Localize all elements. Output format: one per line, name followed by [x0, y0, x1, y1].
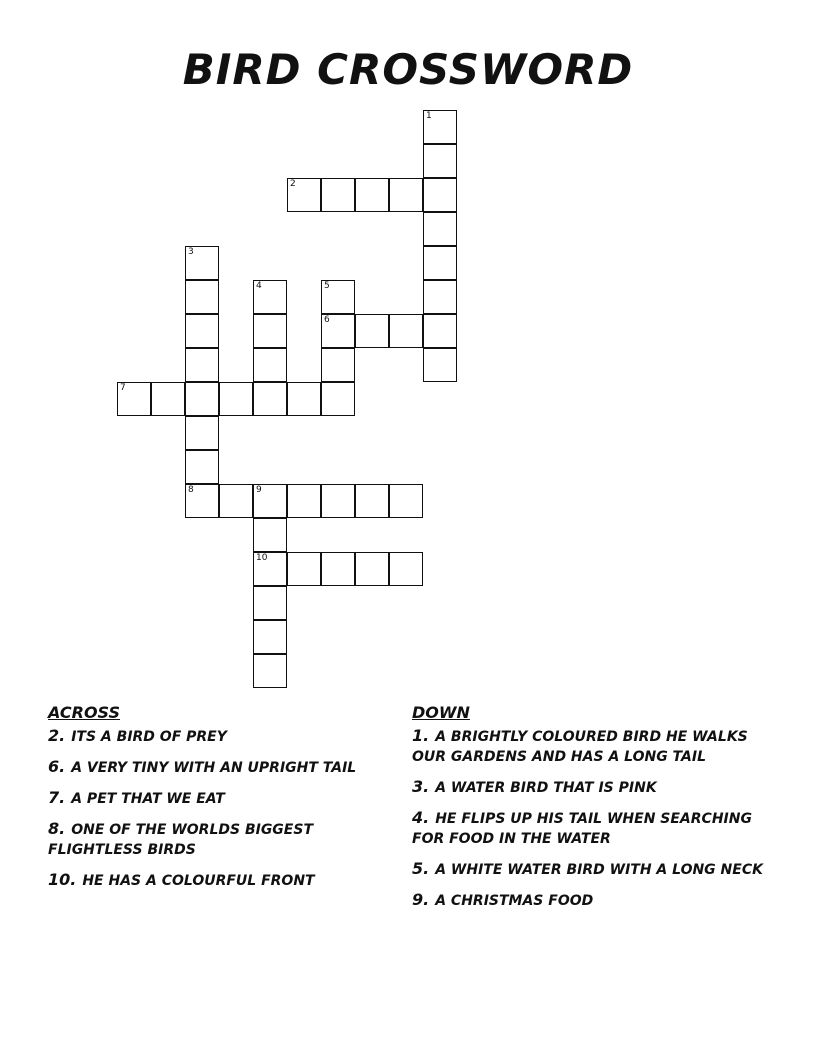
crossword-cell[interactable]	[185, 314, 219, 348]
clue-number: 9.	[412, 890, 430, 909]
crossword-cell[interactable]	[185, 450, 219, 484]
crossword-cell[interactable]	[355, 484, 389, 518]
clue-text: A CHRISTMAS FOOD	[435, 893, 594, 909]
crossword-cell[interactable]	[321, 280, 355, 314]
cell-number: 8	[188, 485, 194, 495]
crossword-cell[interactable]	[287, 552, 321, 586]
clue-number: 5.	[412, 859, 430, 878]
clue-text: HE HAS A COLOURFUL FRONT	[82, 873, 315, 889]
crossword-cell[interactable]	[389, 484, 423, 518]
clue-across-6	[48, 757, 358, 778]
crossword-cell[interactable]	[253, 518, 287, 552]
crossword-cell[interactable]	[185, 416, 219, 450]
crossword-cell[interactable]	[423, 178, 457, 212]
crossword-cell[interactable]	[253, 280, 287, 314]
clue-down-9	[412, 890, 772, 911]
crossword-cell[interactable]	[423, 280, 457, 314]
crossword-cell[interactable]	[253, 382, 287, 416]
crossword-cell[interactable]	[355, 178, 389, 212]
page-title: BIRD CROSSWORD	[182, 45, 634, 94]
crossword-cell[interactable]	[389, 314, 423, 348]
crossword-cell[interactable]	[321, 484, 355, 518]
clue-text: ONE OF THE WORLDS BIGGEST FLIGHTLESS BIRDS	[48, 822, 313, 858]
crossword-cell[interactable]	[287, 382, 321, 416]
crossword-cell[interactable]	[185, 280, 219, 314]
crossword-cell[interactable]	[389, 178, 423, 212]
crossword-cell[interactable]	[321, 178, 355, 212]
crossword-cell[interactable]	[423, 246, 457, 280]
clue-text: HE FLIPS UP HIS TAIL WHEN SEARCHING FOR FOOD IN THE WATER	[412, 811, 752, 847]
crossword-cell[interactable]	[423, 314, 457, 348]
clue-text: A VERY TINY WITH AN UPRIGHT TAIL	[71, 760, 357, 776]
crossword-cell[interactable]	[355, 314, 389, 348]
crossword-cell[interactable]	[185, 246, 219, 280]
clue-number: 2.	[48, 726, 66, 745]
down-clues	[412, 702, 772, 921]
crossword-cell[interactable]	[321, 314, 355, 348]
crossword-cell[interactable]	[253, 484, 287, 518]
crossword-cell[interactable]	[253, 586, 287, 620]
crossword-cell[interactable]	[253, 348, 287, 382]
crossword-cell[interactable]	[253, 552, 287, 586]
clue-across-10	[48, 870, 358, 891]
crossword-cell[interactable]	[185, 348, 219, 382]
across-clues	[48, 702, 358, 901]
crossword-cell[interactable]	[253, 620, 287, 654]
crossword-cell[interactable]	[423, 348, 457, 382]
crossword-cell[interactable]	[151, 382, 185, 416]
crossword-cell[interactable]	[321, 382, 355, 416]
clue-number: 8.	[48, 819, 66, 838]
cell-number: 7	[120, 383, 126, 393]
cell-number: 6	[324, 315, 330, 325]
crossword-cell[interactable]	[253, 654, 287, 688]
clue-number: 1.	[412, 726, 430, 745]
crossword-cell[interactable]	[423, 212, 457, 246]
clue-down-5	[412, 859, 772, 880]
clue-down-3	[412, 777, 772, 798]
clue-text: ITS A BIRD OF PREY	[71, 729, 227, 745]
clue-text: A PET THAT WE EAT	[71, 791, 225, 807]
crossword-cell[interactable]	[185, 382, 219, 416]
clue-down-1	[412, 726, 772, 767]
clue-number: 10.	[48, 870, 77, 889]
cell-number: 10	[256, 553, 268, 563]
clue-number: 6.	[48, 757, 66, 776]
clue-text: A BRIGHTLY COLOURED BIRD HE WALKS OUR GARDENS AND HAS A LONG TAIL	[412, 729, 748, 765]
cell-number: 1	[426, 111, 432, 121]
cell-number: 2	[290, 179, 296, 189]
crossword-cell[interactable]	[389, 552, 423, 586]
across-heading: ACROSS	[48, 703, 121, 722]
crossword-cell[interactable]	[423, 144, 457, 178]
cell-number: 5	[324, 281, 330, 291]
crossword-cell[interactable]	[423, 110, 457, 144]
crossword-cell[interactable]	[219, 382, 253, 416]
crossword-cell[interactable]	[219, 484, 253, 518]
clue-number: 3.	[412, 777, 430, 796]
crossword-cell[interactable]	[253, 314, 287, 348]
crossword-cell[interactable]	[355, 552, 389, 586]
cell-number: 3	[188, 247, 194, 257]
down-heading: DOWN	[412, 703, 470, 722]
clue-across-8	[48, 819, 358, 860]
crossword-cell[interactable]	[185, 484, 219, 518]
crossword-cell[interactable]	[321, 552, 355, 586]
crossword-cell[interactable]	[117, 382, 151, 416]
clue-text: A WATER BIRD THAT IS PINK	[435, 780, 657, 796]
clue-across-2	[48, 726, 358, 747]
clue-across-7	[48, 788, 358, 809]
clue-text: A WHITE WATER BIRD WITH A LONG NECK	[435, 862, 763, 878]
clue-down-4	[412, 808, 772, 849]
clue-number: 4.	[412, 808, 430, 827]
crossword-cell[interactable]	[287, 484, 321, 518]
cell-number: 9	[256, 485, 262, 495]
crossword-cell[interactable]	[287, 178, 321, 212]
clue-number: 7.	[48, 788, 66, 807]
cell-number: 4	[256, 281, 262, 291]
crossword-cell[interactable]	[321, 348, 355, 382]
